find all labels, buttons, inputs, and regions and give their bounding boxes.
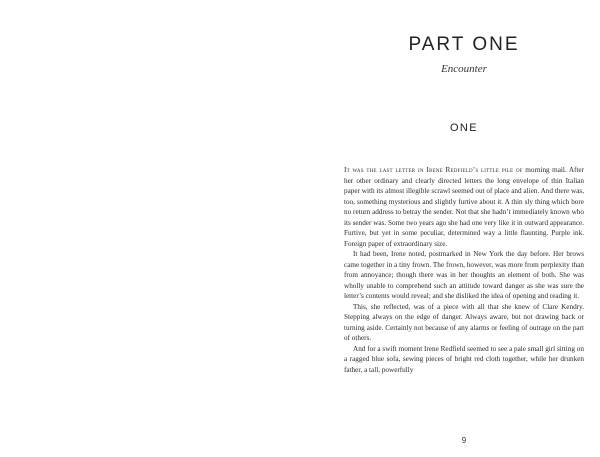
- part-subtitle: Encounter: [441, 63, 487, 75]
- paragraph-1-text: morning mail. After her other ordinary and clearly directed letters the long envelope of thin Italian paper with its almost illegible scrawl seemed out of place and alien. And there was, too, something mysterious and slightly furtive about it. A thin sly thing which bore no return address to betray the sender. Not that she hadn’t immediately known who its sender was. Some two years ago she had one very like it in outward appearance. Furtive, but yet in some peculiar, determined way a little flaunting. Purple ink. Foreign paper of extraordinary size.: [344, 166, 584, 248]
- part-title: PART ONE: [408, 34, 520, 55]
- book-page: [344, 0, 584, 457]
- paragraph-4: And for a swift moment Irene Redfield seemed to see a pale small girl sitting on a ragged blue sofa, sewing pieces of bright red cloth together, while her drunken father, a tall, powerfully: [344, 344, 584, 374]
- chapter-body: [344, 165, 584, 375]
- paragraph-2: It had been, Irene noted, postmarked in New York the day before. Her brows came together in a tiny frown. The frown, however, was more from perplexity than from annoyance; though there was in her thoughts an element of both. She was wholly unable to comprehend such an attitude toward danger as she was sure the letter’s contents would reveal; and she disliked the idea of opening and reading it.: [344, 250, 584, 300]
- paragraph-3: This, she reflected, was of a piece with all that she knew of Clare Kendry. Stepping always on the edge of danger. Always aware, but not drawing back or turning aside. Certainly not because of any alarms or feeling of outrage on the part of others.: [344, 302, 584, 342]
- page-number: 9: [461, 436, 467, 445]
- chapter-title: ONE: [449, 122, 479, 134]
- paragraph-1: [344, 165, 584, 249]
- opening-small-caps: It was the last letter in Irene Redfield’s little pile of: [344, 166, 523, 174]
